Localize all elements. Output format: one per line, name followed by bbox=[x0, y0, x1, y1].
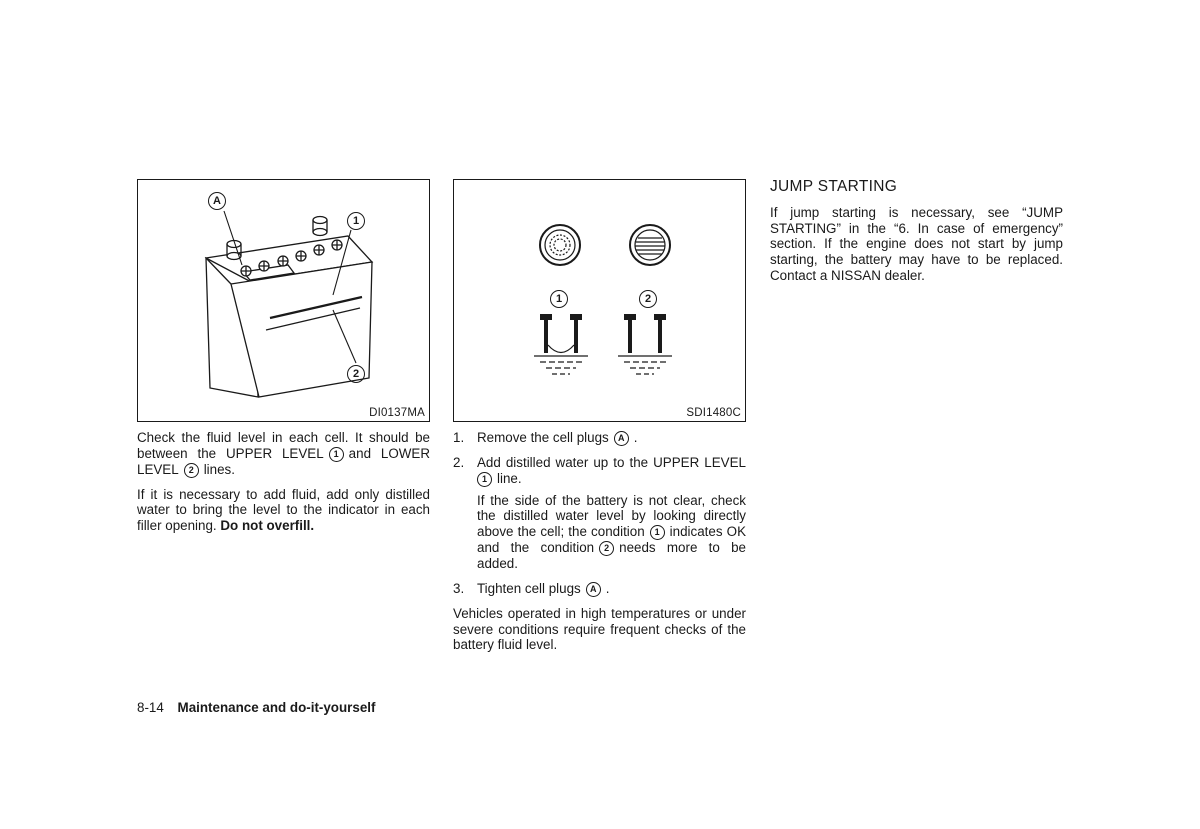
step-3: 3. Tighten cell plugs A . bbox=[453, 580, 610, 596]
jump-starting-text bbox=[770, 205, 1063, 293]
callout-a: A bbox=[586, 582, 601, 597]
step-1: 1. Remove the cell plugs A . bbox=[453, 430, 638, 445]
add-fluid-paragraph: If it is necessary to add fluid, add only distilled water to bring the level to the indicator in each filler opening. Do not overfill. bbox=[137, 486, 430, 534]
check-fluid-paragraph: Check the fluid level in each cell. It should be between the UPPER LEVEL 1 and LOWER LEVEL 2 lines. bbox=[137, 430, 430, 477]
cell-level-illustration bbox=[454, 180, 747, 423]
cell-level-figure bbox=[453, 179, 746, 422]
page-footer bbox=[137, 700, 375, 715]
callout-1: 1 bbox=[550, 290, 568, 308]
callout-2: 2 bbox=[639, 290, 657, 308]
section-heading: JUMP STARTING bbox=[770, 178, 898, 195]
steps-list bbox=[453, 430, 746, 597]
figure-code: SDI1480C bbox=[686, 407, 741, 419]
callout-2: 2 bbox=[184, 463, 199, 478]
callout-a: A bbox=[614, 431, 629, 446]
middle-column-text bbox=[453, 430, 746, 662]
step-2: 2. Add distilled water up to the UPPER LEVEL1 line. If the side of the battery is not clear, check the distilled water level by looking directly above the cell; the condition 1 indicates OK and the condition 2 needs more to be added. bbox=[453, 455, 747, 572]
callout-1: 1 bbox=[347, 212, 365, 230]
battery-figure bbox=[137, 179, 430, 422]
battery-illustration bbox=[138, 180, 431, 423]
left-column-text bbox=[137, 430, 430, 543]
callout-1: 1 bbox=[329, 447, 344, 462]
step-2-note: If the side of the battery is not clear, check the distilled water level by looking directly above the cell; the condition 1 indicates OK and the condition 2 needs more to be added. bbox=[477, 492, 747, 572]
callout-a: A bbox=[208, 192, 226, 210]
section-title: Maintenance and do-it-yourself bbox=[177, 700, 376, 715]
closing-paragraph: Vehicles operated in high temperatures or under severe conditions require frequent checks of the battery fluid level. bbox=[453, 605, 746, 653]
figure-code: DI0137MA bbox=[369, 407, 425, 419]
callout-2: 2 bbox=[347, 365, 365, 383]
callout-1: 1 bbox=[650, 525, 665, 540]
warning-text: Do not overfill. bbox=[220, 518, 315, 534]
callout-1: 1 bbox=[477, 472, 492, 487]
callout-2: 2 bbox=[599, 541, 614, 556]
jump-starting-paragraph: If jump starting is necessary, see “JUMP STARTING” in the “6. In case of emergency” section. If the engine does not start by jump starting, the battery may have to be replaced. Contact a NISSAN dealer. bbox=[770, 205, 1063, 283]
page-number: 8-14 bbox=[137, 700, 164, 715]
